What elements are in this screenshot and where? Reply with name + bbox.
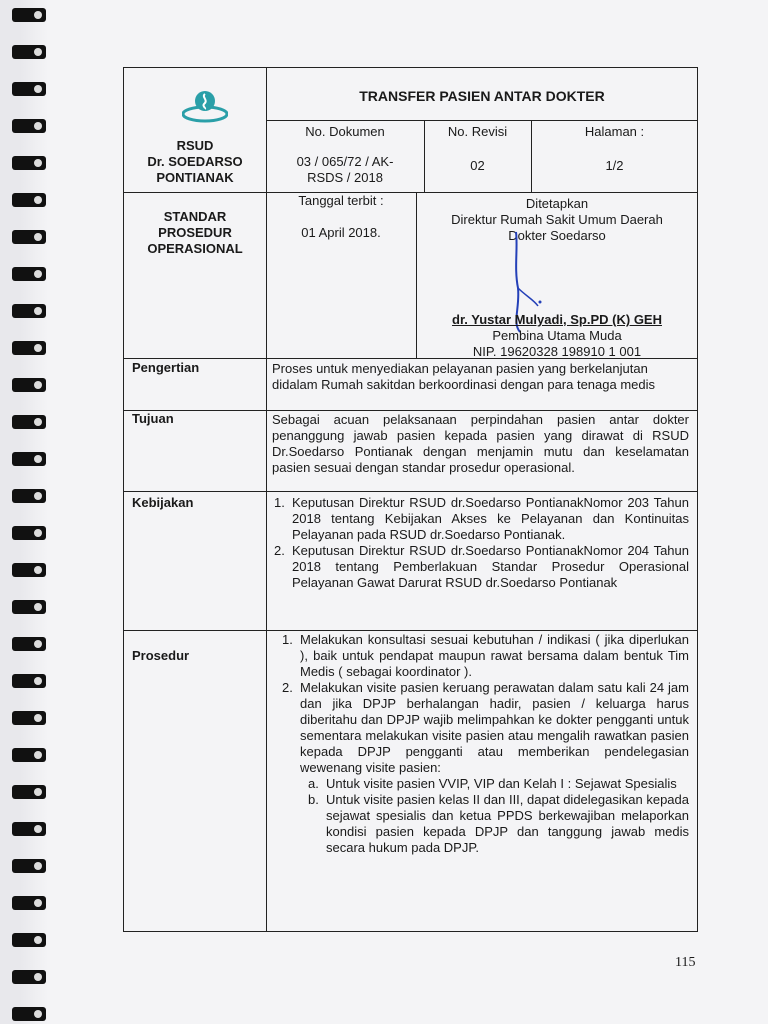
binding-coil — [12, 304, 46, 318]
binding-coil — [12, 896, 46, 910]
tujuan-label: Tujuan — [132, 411, 174, 426]
approval-block: Ditetapkan Direktur Rumah Sakit Umum Daerah Dokter Soedarso — [451, 196, 663, 243]
binding-coil — [12, 859, 46, 873]
binding-coil — [12, 674, 46, 688]
signer-block: dr. Yustar Mulyadi, Sp.PD (K) GEH Pembina Utama Muda NIP. 19620328 198910 1 001 — [452, 312, 662, 359]
hospital-name: RSUD Dr. SOEDARSO PONTIANAK — [147, 138, 243, 185]
list-item: 1. Melakukan konsultasi sesuai kebutuhan / indikasi ( jika diperlukan ), baik untuk pendapat maupun rawat bersama dalam bentuk Tim Medis ( sebagai koordinator ). — [282, 632, 689, 679]
binding-coil — [12, 711, 46, 725]
revision-label: No. Revisi — [447, 124, 508, 139]
binding-coil — [12, 230, 46, 244]
binding-coil — [12, 970, 46, 984]
binding-coil — [12, 600, 46, 614]
page-value: 1/2 — [605, 158, 624, 173]
binding-coil — [12, 119, 46, 133]
hospital-logo-icon — [182, 88, 228, 124]
binding-coil — [12, 82, 46, 96]
binding-coil — [12, 785, 46, 799]
pengertian-text: Proses untuk menyediakan pelayanan pasien yang berkelanjutan didalam Rumah sakitdan berkoordinasi dengan para tenaga medis — [272, 361, 656, 392]
binding-coil — [12, 637, 46, 651]
kebijakan-label: Kebijakan — [132, 495, 194, 510]
binding-coil — [12, 156, 46, 170]
tujuan-text: Sebagai acuan pelaksanaan perpindahan pasien antar dokter penanggung jawab pasien kepada pasien yang dirawat di RSUD Dr.Soedarso Pontianak dengan menjamin mutu dan keselamatan pasien sesuai dengan standar prosedur operasional. — [272, 412, 689, 475]
binding-coil — [12, 822, 46, 836]
issued-date: 01 April 2018. — [301, 225, 381, 240]
binding-coil — [12, 267, 46, 281]
list-item: b. Untuk visite pasien kelas II dan III, dapat didelegasikan kepada sejawat spesialis dan ketua PPDS berkewajiban melaporkan kondisi pasien kepada DPJP dan tanggung jawab medis secara hukum pada DPJP. — [308, 792, 689, 855]
binding-coil — [12, 8, 46, 22]
spo-document-table — [123, 67, 698, 932]
binding-coil — [12, 1007, 46, 1021]
list-item: 2. Melakukan visite pasien keruang perawatan dalam satu kali 24 jam dan jika DPJP berhalangan hadir, pasien / keluarga harus diberitahu dan DPJP wajib melimpahkan ke dokter pengganti untuk sementara melakukan visite pasien atau mengalih rawatkan pasien kepada DPJP pengganti atau memberikan pendelegasian wewenang visite pasien: a. Untuk visite pasien VVIP, VIP dan Kelah I : Sejawat Spesialis b. Untuk visite pasien kelas II dan III, dapat didelegasikan kepada sejawat spesialis dan ketua PPDS berkewajiban melaporkan kondisi pasien kepada DPJP dan tanggung jawab medis secara hukum pada DPJP. — [282, 680, 689, 855]
spo-label: STANDAR PROSEDUR OPERASIONAL — [147, 209, 243, 256]
doc-number-value: 03 / 065/72 / AK- RSDS / 2018 — [296, 154, 394, 185]
binding-coil — [12, 489, 46, 503]
list-item: 2. Keputusan Direktur RSUD dr.Soedarso PontianakNomor 204 Tahun 2018 tentang Pemberlakuan Standar Prosedur Operasional Pelayanan Gawat Darurat RSUD dr.Soedarso Pontianak — [274, 543, 689, 590]
revision-value: 02 — [470, 158, 485, 173]
binding-coil — [12, 933, 46, 947]
binding-coil — [12, 452, 46, 466]
pengertian-label: Pengertian — [132, 360, 200, 375]
kebijakan-list — [274, 495, 689, 591]
binding-coil — [12, 563, 46, 577]
prosedur-label: Prosedur — [132, 648, 190, 663]
binding-coil — [12, 378, 46, 392]
page-label: Halaman : — [584, 124, 645, 139]
doc-number-label: No. Dokumen — [305, 124, 385, 139]
binding-coil — [12, 341, 46, 355]
prosedur-sublist — [308, 776, 689, 856]
prosedur-list — [282, 632, 689, 856]
list-item: 1. Keputusan Direktur RSUD dr.Soedarso PontianakNomor 203 Tahun 2018 tentang Kebijakan Akses ke Pelayanan dan Kontinuitas Pelayanan pada RSUD dr.Soedarso Pontianak. — [274, 495, 689, 542]
binding-coil — [12, 193, 46, 207]
binding-coil — [12, 45, 46, 59]
binding-coil — [12, 526, 46, 540]
binding-coil — [12, 415, 46, 429]
issued-label: Tanggal terbit : — [298, 193, 384, 208]
list-item: a. Untuk visite pasien VVIP, VIP dan Kelah I : Sejawat Spesialis — [308, 776, 677, 791]
binding-coil — [12, 748, 46, 762]
document-title: TRANSFER PASIEN ANTAR DOKTER — [359, 88, 605, 104]
page-number: 115 — [675, 955, 696, 970]
